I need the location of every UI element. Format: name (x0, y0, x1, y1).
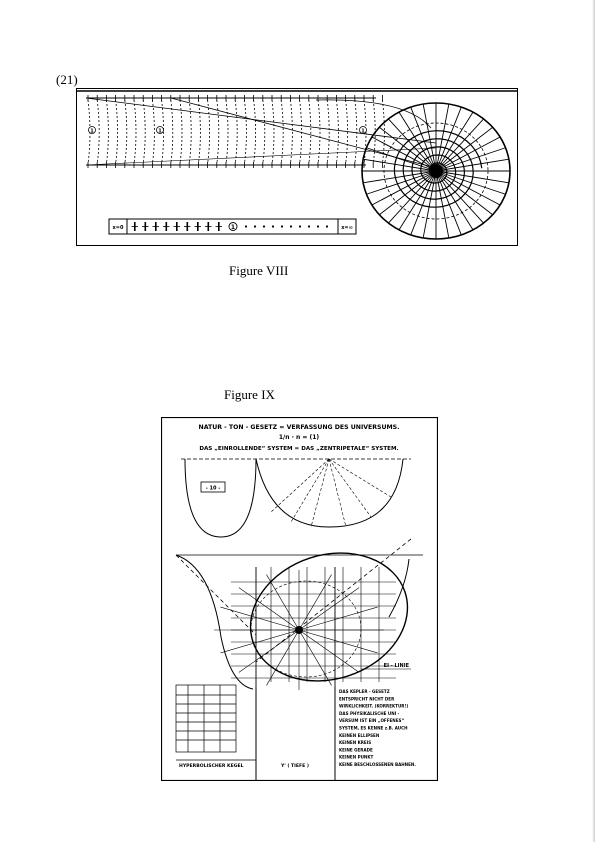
figure-ix-title: NATUR - TON - GESETZ = VERFASSUNG DES UNIVERSUMS. (198, 424, 400, 431)
box-label: - 10 - (205, 485, 221, 492)
marker-1: 1 (90, 128, 94, 135)
figure-ix-formula: 1/n · n = (1) (278, 434, 320, 441)
scale-fraction-bar (153, 226, 160, 227)
marker-3: 1 (361, 128, 365, 135)
note-line: VERSUM IST EIN „OFFENES“ (339, 718, 405, 724)
note-line: WIRKLICHKEIT. (KORREKTUR!) (339, 703, 409, 709)
scale-dot (281, 225, 283, 227)
figure-ix-diagram (161, 417, 438, 781)
label-tiefe: Y' ( TIEFE ) (281, 764, 309, 769)
scale-fraction-bar (205, 226, 212, 227)
note-line: KEINE BESCHLOSSENEN BAHNEN. (339, 762, 416, 767)
scale-dot (317, 225, 319, 227)
note-line: KEINEN KREIS (339, 740, 372, 746)
scale-dot (263, 225, 265, 227)
scale-dot (290, 225, 292, 227)
label-ei-linie: EI - LINIE (383, 663, 409, 669)
scale-fraction-bar (184, 226, 191, 227)
scale-dot (299, 225, 301, 227)
note-line: DAS PHYSIKALISCHE UNI - (339, 710, 400, 716)
scale-dot (272, 225, 274, 227)
scale-left-label: x=0 (112, 225, 124, 231)
figure-viii-diagram (76, 88, 518, 246)
scale-dot (308, 225, 310, 227)
label-hyperbolischer-kegel: HYPERBOLISCHER KEGEL (179, 764, 244, 769)
scale-fraction-bar (216, 226, 223, 227)
figure-ix-caption: Figure IX (224, 387, 275, 402)
scale-fraction-bar (163, 226, 170, 227)
note-line: SYSTEM, ES KENNE z.B. AUCH (339, 725, 408, 731)
scale-one: 1 (230, 224, 236, 231)
scale-dot (326, 225, 328, 227)
note-line: ENTSPRICHT NICHT DER (339, 696, 395, 702)
scale-fraction-bar (195, 226, 202, 227)
note-line: KEINE GERADE (339, 747, 373, 753)
figure-viii-caption: Figure VIII (229, 263, 289, 278)
figure-ix-subtitle: DAS „EINROLLENDE“ SYSTEM = DAS „ZENTRIPETALE“ SYSTEM. (199, 446, 399, 452)
scale-fraction-bar (132, 226, 139, 227)
note-line: DAS KEPLER - GESETZ (339, 689, 390, 694)
marker-2: 1 (158, 128, 162, 135)
scale-dot (254, 225, 256, 227)
note-line: KEINEN ELLIPSEN (339, 732, 380, 738)
scale-fraction-bar (174, 226, 181, 227)
scale-dot (245, 225, 247, 227)
note-line: KEINEN PUNKT (339, 754, 374, 760)
scale-fraction-bar (142, 226, 149, 227)
scale-right-label: x=∞ (341, 225, 353, 231)
page-number: (21) (56, 72, 78, 87)
